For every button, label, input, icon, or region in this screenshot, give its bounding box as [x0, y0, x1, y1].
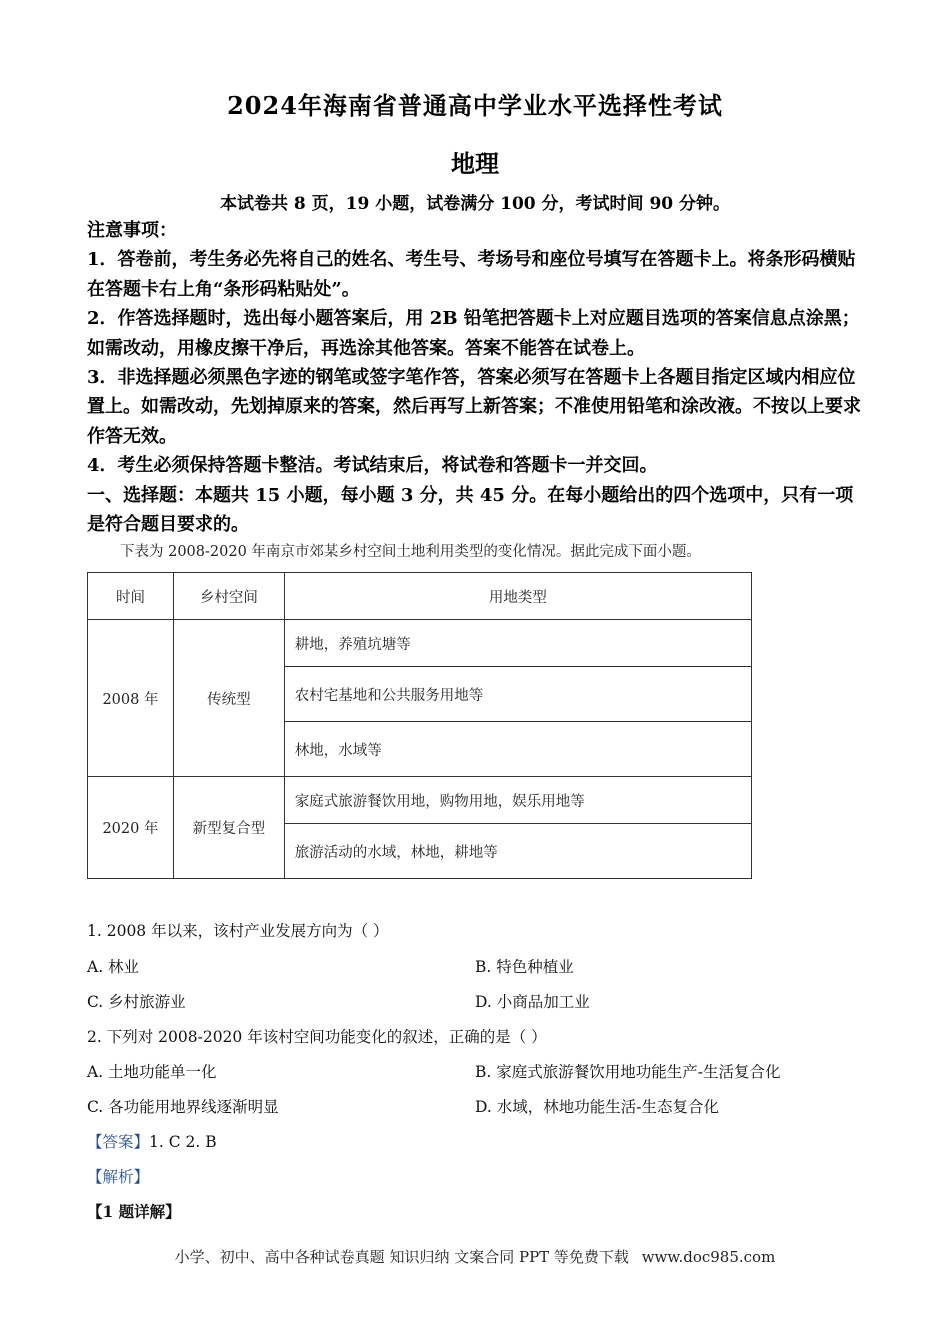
question-1-stem: 1. 2008 年以来，该村产业发展方向为（ ） [87, 922, 389, 940]
note-item-1: 1．答卷前，考生务必先将自己的姓名、考生号、考场号和座位号填写在答题卡上。将条形码横贴在答题卡右上角“条形码粘贴处”。 [87, 249, 856, 300]
section-heading: 一、选择题：本题共 15 小题，每小题 3 分，共 45 分。在每小题给出的四个选项中，只有一项是符合题目要求的。 [87, 484, 854, 536]
note-item-3: 3．非选择题必须黑色字迹的钢笔或签字笔作答，答案必须写在答题卡上各题目指定区域内相应位置上。如需改动，先划掉原来的答案，然后再写上新答案；不准使用铅笔和涂改液。不按以上要求作答无效。 [87, 367, 861, 447]
subject-title: 地理 [451, 149, 499, 178]
exam-title: 2024年海南省普通高中学业水平选择性考试 [227, 91, 723, 120]
question-2-option-b: B. 家庭式旅游餐饮用地功能生产-生活复合化 [475, 1063, 781, 1081]
notes-section [87, 216, 867, 539]
header-time: 时间 [88, 573, 174, 620]
space-new-composite: 新型复合型 [173, 777, 284, 879]
type-cell: 农村宅基地和公共服务用地等 [284, 667, 751, 722]
year-2008: 2008 年 [88, 620, 174, 777]
footer-website[interactable]: www.doc985.com [641, 1248, 776, 1266]
answer-label: 【答案】 [87, 1133, 150, 1151]
space-traditional: 传统型 [173, 620, 284, 777]
analysis-label: 【解析】 [87, 1168, 150, 1186]
table-row [88, 620, 752, 667]
header-type: 用地类型 [284, 573, 751, 620]
question-1-option-b: B. 特色种植业 [475, 958, 574, 976]
table-row [88, 777, 752, 824]
answer-text: 1. C 2. B [149, 1133, 217, 1151]
question-2-option-a: A. 土地功能单一化 [87, 1063, 217, 1081]
question-1-option-c: C. 乡村旅游业 [87, 993, 186, 1011]
answer-line [87, 1130, 217, 1152]
type-cell: 家庭式旅游餐饮用地，购物用地，娱乐用地等 [284, 777, 751, 824]
page-footer [0, 1246, 950, 1267]
question-2-stem: 2. 下列对 2008-2020 年该村空间功能变化的叙述，正确的是（ ） [87, 1028, 547, 1046]
question-1-option-d: D. 小商品加工业 [475, 993, 590, 1011]
detail-label: 【1 题详解】 [87, 1202, 181, 1221]
note-item-2: 2．作答选择题时，选出每小题答案后，用 2B 铅笔把答题卡上对应题目选项的答案信息点涂黑；如需改动，用橡皮擦干净后，再选涂其他答案。答案不能答在试卷上。 [87, 308, 860, 359]
question-2-option-c: C. 各功能用地界线逐渐明显 [87, 1098, 279, 1116]
type-cell: 旅游活动的水域，林地，耕地等 [284, 824, 751, 879]
type-cell: 耕地，养殖坑塘等 [284, 620, 751, 667]
question-2-option-d: D. 水域，林地功能生活-生态复合化 [475, 1098, 719, 1116]
land-use-table [87, 572, 752, 879]
note-item-4: 4．考生必须保持答题卡整洁。考试结束后，将试卷和答题卡一并交回。 [87, 455, 658, 477]
footer-text: 小学、初中、高中各种试卷真题 知识归纳 文案合同 PPT 等免费下载 [174, 1248, 629, 1266]
exam-info: 本试卷共 8 页，19 小题，试卷满分 100 分，考试时间 90 分钟。 [219, 194, 731, 214]
notes-heading: 注意事项： [87, 220, 177, 241]
type-cell: 林地，水域等 [284, 722, 751, 777]
header-space: 乡村空间 [173, 573, 284, 620]
question-1-option-a: A. 林业 [87, 958, 140, 976]
table-intro: 下表为 2008-2020 年南京市郊某乡村空间土地利用类型的变化情况。据此完成下面小题。 [120, 544, 701, 560]
table-header-row [88, 573, 752, 620]
year-2020: 2020 年 [88, 777, 174, 879]
